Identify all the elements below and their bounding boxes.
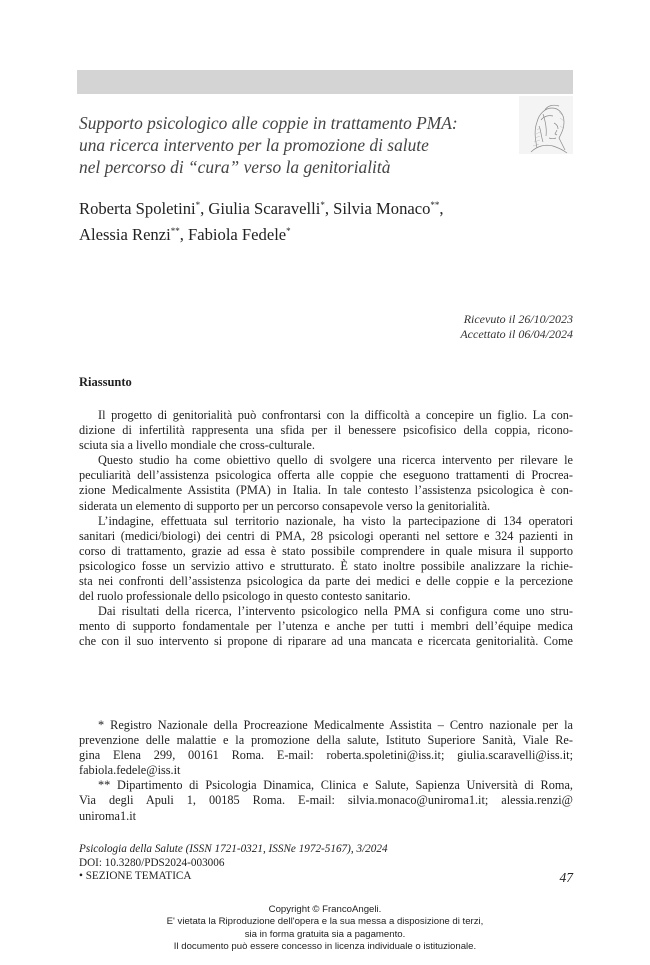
abstract-line: zione Medicalmente Assistita (PMA) in Italia. In tale contesto l’assistenza psicologica è con- <box>79 483 573 498</box>
abstract-line: Il progetto di genitorialità può confrontarsi con la difficoltà a concepire un figlio. La con- <box>98 408 573 422</box>
abstract-line: Questo studio ha come obiettivo quello di svolgere una ricerca intervento per rilevare le <box>98 453 573 468</box>
abstract-line: psicologico fosse un servizio attivo e strutturato. È stato inoltre possibile analizzare la richie- <box>79 558 573 573</box>
affiliation-mark: * <box>320 200 325 210</box>
journal-citation: Psicologia della Salute (ISSN 1721-0321, ISSNe 1972-5167), 3/2024 <box>79 843 388 855</box>
footnote-line: fabiola.fedele@iss.it <box>79 763 181 778</box>
abstract-line: Dai risultati della ricerca, l’intervento psicologico nella PMA si configura come uno stru- <box>98 604 573 619</box>
abstract-line: corso di trattamento, grazie ad essa è stato possibile comprendere in quale misura il supporto <box>79 543 573 558</box>
copyright-notice <box>0 904 650 954</box>
author-line <box>79 194 569 220</box>
footnote-line: prevenzione delle malattie e la promozione della salute, Istituto Superiore Sanità, Viale Re- <box>79 733 573 748</box>
footnotes <box>79 718 573 824</box>
title-line: nel percorso di “cura” verso la genitorialità <box>79 157 391 177</box>
author-separator: , <box>324 199 334 218</box>
abstract-body <box>79 408 573 650</box>
author-name: Giulia Scaravelli <box>208 199 321 218</box>
footnote-line: uniroma1.it <box>79 808 137 823</box>
affiliation-mark: ** <box>430 200 440 210</box>
footnote-line: ** Dipartimento di Psicologia Dinamica, Clinica e Salute, Sapienza Università di Roma, <box>98 778 573 793</box>
footnote-line: Via degli Apuli 1, 00185 Roma. E-mail: silvia.monaco@uniroma1.it; alessia.renzi@ <box>79 793 573 808</box>
article-title <box>79 112 499 178</box>
received-date: Ricevuto il 26/10/2023 <box>463 312 573 326</box>
author-name: Silvia Monaco <box>333 199 431 218</box>
section-heading: Riassunto <box>79 375 132 389</box>
abstract-line: sta nei confronti dell’assistenza psicologica da parte dei medici e delle coppie e la percezione <box>79 574 573 589</box>
copyright-line: E' vietata la Riproduzione dell'opera e la sua messa a disposizione di terzi, <box>166 916 484 928</box>
abstract-line: dizione di infertilità rappresenta una sfida per il benessere psicofisico della coppia, ricono- <box>79 423 573 438</box>
journal-info <box>79 843 573 884</box>
author-name: Alessia Renzi <box>79 225 171 244</box>
title-line: una ricerca intervento per la promozione di salute <box>79 135 429 155</box>
journal-doi: DOI: 10.3280/PDS2024-003006 <box>79 856 225 869</box>
footnote-line: gina Elena 299, 00161 Roma. E-mail: roberta.spoletini@iss.it; giulia.scaravelli@iss.it; <box>79 748 573 763</box>
abstract-line: mento di supporto fondamentale per l’utenza e anche per tutti i membri dell’équipe medica <box>79 619 573 634</box>
author-separator: , <box>439 199 444 218</box>
copyright-line: Copyright © FrancoAngeli. <box>268 904 382 915</box>
copyright-line: Il documento può essere concesso in licenza individuale o istituzionale. <box>173 941 477 953</box>
abstract-line: L’indagine, effettuata sul territorio nazionale, ha visto la partecipazione di 134 operatori <box>98 513 573 528</box>
accepted-date: Accettato il 06/04/2024 <box>460 327 573 341</box>
copyright-line: sia in forma gratuita sia a pagamento. <box>244 928 406 940</box>
journal-section: • SEZIONE TEMATICA <box>79 870 192 883</box>
author-name: Roberta Spoletini <box>79 199 196 218</box>
header-bar <box>77 70 573 94</box>
abstract-line: che con il suo intervento si propone di riparare ad una mancata e ricercata genitorialità. Come <box>79 634 573 649</box>
affiliation-mark: * <box>195 200 201 210</box>
abstract-line: sciuta sia a livello mondiale che cross-culturale. <box>79 438 315 453</box>
author-separator: , <box>179 225 189 244</box>
affiliation-mark: * <box>286 226 291 236</box>
affiliation-mark: ** <box>170 226 180 236</box>
portrait-engraving-icon <box>519 96 573 154</box>
author-line <box>79 220 569 246</box>
abstract-line: peculiarità dell’assistenza psicologica offerta alle coppie che eseguono trattamenti di Procrea- <box>79 468 573 483</box>
submission-dates <box>435 312 573 342</box>
author-name: Fabiola Fedele <box>188 225 287 244</box>
title-line: Supporto psicologico alle coppie in trattamento PMA: <box>79 113 458 133</box>
abstract-line: del ruolo professionale dello psicologo in questo contesto sanitario. <box>79 589 411 604</box>
page-number: 47 <box>559 870 573 885</box>
author-separator: , <box>200 199 209 218</box>
abstract-line: sanitari (medici/biologi) dei centri di PMA, 28 psicologi operanti nel settore e 324 pazienti in <box>79 528 573 543</box>
abstract-line: siderata un elemento di supporto per un percorso consapevole verso la genitorialità. <box>79 498 491 513</box>
author-list <box>79 194 569 246</box>
footnote-line: * Registro Nazionale della Procreazione Medicalmente Assistita – Centro nazionale per la <box>98 718 573 732</box>
